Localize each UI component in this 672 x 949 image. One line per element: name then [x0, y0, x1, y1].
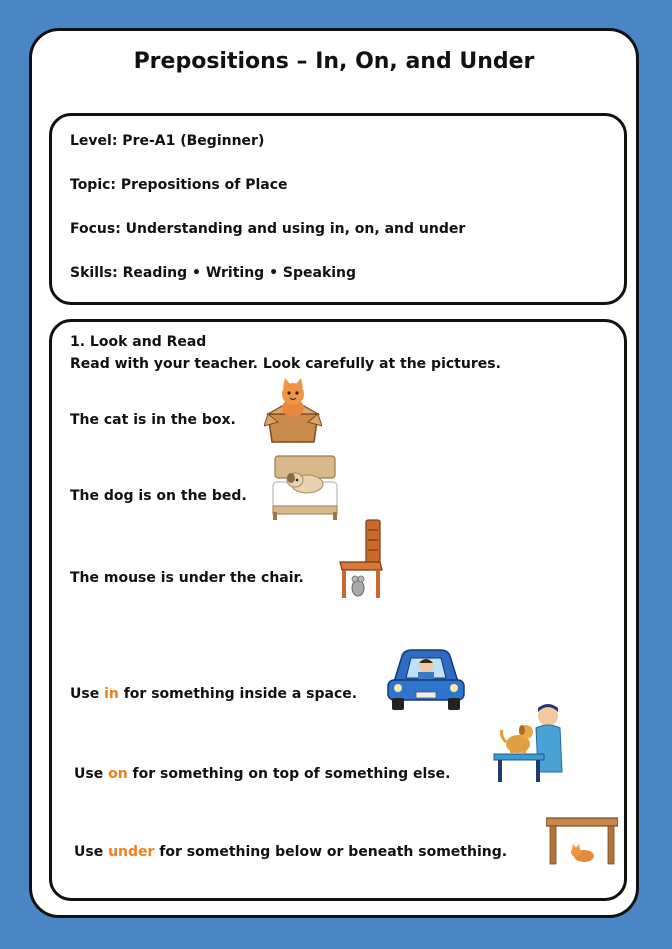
skills-text: Skills: Reading • Writing • Speaking [70, 265, 357, 281]
look-and-read-box [49, 319, 627, 901]
rule-on [74, 766, 450, 782]
rule-under-post: for something below or beneath something. [154, 844, 508, 860]
rule-in-word: in [104, 686, 119, 702]
dog-on-table-icon [490, 702, 566, 784]
sentence-mouse: The mouse is under the chair. [70, 570, 304, 586]
dog-on-bed-icon [269, 454, 341, 520]
cat-under-table-icon [546, 816, 618, 866]
rule-in-post: for something inside a space. [118, 686, 358, 702]
rule-on-post: for something on top of something else. [127, 766, 451, 782]
level-text: Level: Pre-A1 (Beginner) [70, 133, 265, 149]
section-instruction: Read with your teacher. Look carefully at the pictures. [70, 356, 501, 372]
sentence-cat: The cat is in the box. [70, 412, 236, 428]
section-heading: 1. Look and Read [70, 334, 207, 350]
rule-under-pre: Use [74, 844, 109, 860]
focus-text: Focus: Understanding and using in, on, and under [70, 221, 466, 237]
rule-on-word: on [108, 766, 128, 782]
boy-in-car-icon [386, 642, 466, 714]
rule-under-word: under [108, 844, 155, 860]
rule-on-pre: Use [74, 766, 109, 782]
mouse-under-chair-icon [336, 518, 388, 600]
rule-under [74, 844, 507, 860]
worksheet-page [29, 28, 639, 918]
rule-in-pre: Use [70, 686, 105, 702]
sentence-dog: The dog is on the bed. [70, 488, 247, 504]
rule-in [70, 686, 357, 702]
info-box [49, 113, 627, 305]
cat-in-box-icon [264, 378, 322, 444]
page-title: Prepositions – In, On, and Under [133, 49, 535, 74]
topic-text: Topic: Prepositions of Place [70, 177, 288, 193]
